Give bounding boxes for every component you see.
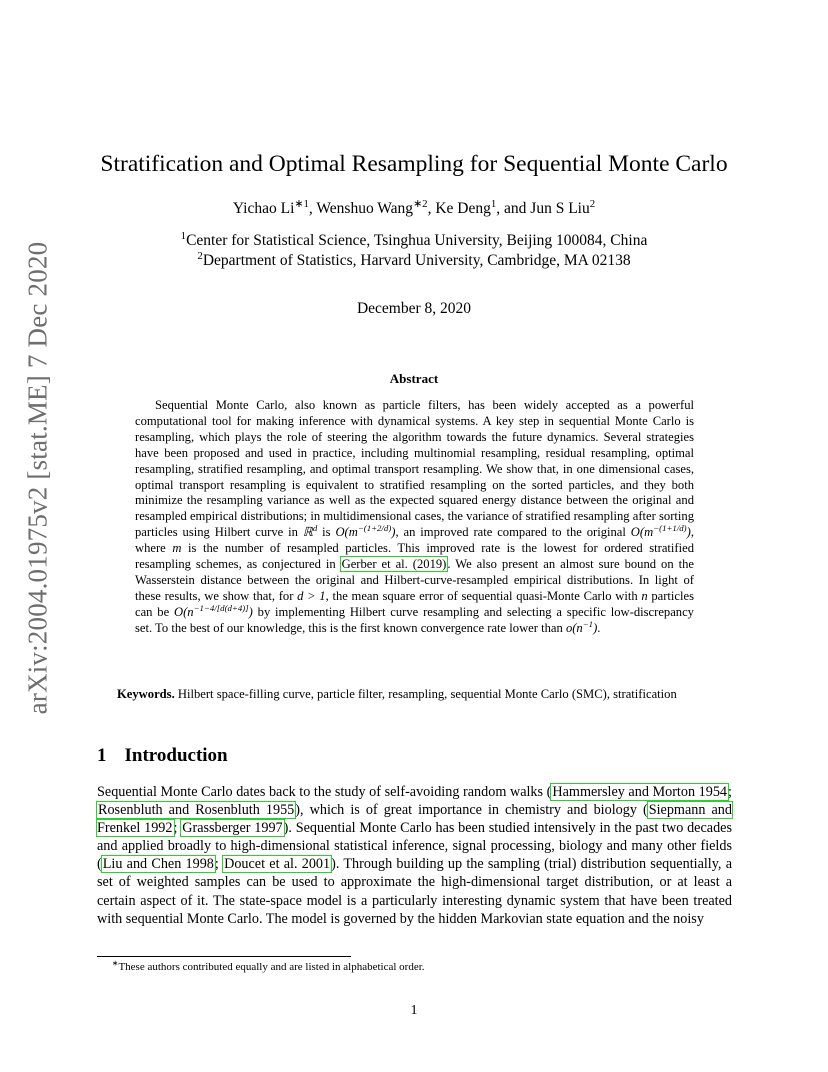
author-name: Wenshuo Wang xyxy=(316,200,414,217)
author-name: Jun S Liu xyxy=(530,200,590,217)
abstract-body xyxy=(135,398,694,637)
abstract-text: by implementing Hilbert curve resampling and selecting a specific low-discrepancy set. To the best of our knowledge, this is the first known convergence rate lower than xyxy=(135,604,694,635)
author-name: Ke Deng xyxy=(435,200,491,217)
math-sup: d xyxy=(312,523,318,534)
abstract-text: . xyxy=(597,620,601,635)
citation-link[interactable]: Grassberger 1997 xyxy=(182,820,283,837)
keywords-label: Keywords. xyxy=(117,687,175,701)
abstract-heading: Abstract xyxy=(389,371,439,386)
math-symbol: ) xyxy=(391,525,396,540)
intro-text: ). Through building up the sampling (trial) distribution sequentially, a set of weighted samples can be used to approximate the high-dimensional target distribution, or at least a certain aspect of it. The state-space model is a particularly interesting dynamic system that have been treated with sequential Monte Carlo. The model is governed by the hidden Markovian state equation and the noisy xyxy=(97,856,732,927)
math-d: d > 1 xyxy=(297,588,326,603)
citation-link[interactable]: Gerber et al. (2019) xyxy=(341,557,447,572)
footnote-mark: ∗ xyxy=(112,958,119,968)
keywords xyxy=(97,686,732,702)
affiliation-text: Department of Statistics, Harvard University, Cambridge, MA 02138 xyxy=(202,252,631,269)
footnote-divider xyxy=(97,956,351,957)
math-rate-bound xyxy=(565,618,598,635)
author-name: Yichao Li xyxy=(232,200,295,217)
math-symbol: ℝ xyxy=(302,525,313,540)
math-symbol: ) xyxy=(686,525,691,540)
math-symbol: o(n xyxy=(565,620,583,635)
introduction-body xyxy=(97,783,732,928)
abstract-text: , an improved rate compared to the original xyxy=(395,525,631,540)
math-sup: −1−4/[d(d+4)] xyxy=(193,602,249,613)
abstract-text: is xyxy=(317,525,336,540)
intro-text: ; xyxy=(728,784,732,800)
math-symbol: ) xyxy=(248,604,253,619)
math-sup: −1 xyxy=(582,618,594,629)
affiliation-mark: 2 xyxy=(197,249,203,262)
author-list xyxy=(0,199,828,219)
math-n: n xyxy=(641,588,648,603)
author-separator: , xyxy=(308,200,317,217)
abstract-text: Sequential Monte Carlo, also known as particle filters, has been widely accepted as a powerful computational tool for making inference with dynamical systems. A key step in sequential Monte Carlo is resampling, which plays the role of steering the algorithm towards the future dynamics. Several strategies have been proposed and used in practice, including multinomial resampling, residual resampling, optimal resampling, stratified resampling, and optimal transport resampling. We show that, in one dimensional cases, optimal transport resampling is equivalent to stratified resampling on the sorted particles, and they both minimize the resampling variance as well as the expected squared energy distance between the original and resampled empirical distributions; in multidimensional cases, the variance of stratified resampling after sorting particles using Hilbert curve in xyxy=(135,398,694,540)
intro-text: ; xyxy=(214,856,224,873)
affiliation-2 xyxy=(0,251,828,271)
math-rate-new xyxy=(335,525,395,539)
page-number: 1 xyxy=(410,1003,418,1018)
intro-text: Sequential Monte Carlo dates back to the study of self-avoiding random walks ( xyxy=(97,784,552,800)
math-rate-sqmc xyxy=(173,602,253,619)
author-separator: , and xyxy=(496,200,531,217)
author-mark: 2 xyxy=(589,197,596,210)
affiliation-1 xyxy=(0,231,828,251)
math-m: m xyxy=(172,541,182,556)
math-sup: −(1+2/d) xyxy=(357,523,392,534)
paper-date: December 8, 2020 xyxy=(356,300,472,317)
affiliation-mark: 1 xyxy=(180,229,187,242)
abstract-text: is the number of resampled particles. This improved rate is the lowest for ordered stratified resampling schemes, as conjectured in xyxy=(135,541,694,572)
abstract-text: , the mean square error of sequential quasi-Monte Carlo with xyxy=(325,588,642,603)
math-symbol: O(m xyxy=(630,525,654,540)
math-rate-old xyxy=(631,525,691,539)
section-title: Introduction xyxy=(124,745,228,766)
author-mark: ∗1 xyxy=(294,197,309,210)
abstract-text: particles can be xyxy=(135,588,694,619)
citation-link[interactable]: Liu and Chen 1998 xyxy=(102,856,214,873)
intro-paragraph xyxy=(97,783,732,928)
citation-link[interactable]: Rosenbluth and Rosenbluth 1955 xyxy=(98,802,295,819)
intro-text: ), which is of great importance in chemistry and biology ( xyxy=(295,802,648,819)
keywords-text: Hilbert space-filling curve, particle filter, resampling, sequential Monte Carlo (SMC), stratification xyxy=(177,687,677,701)
author-separator: , xyxy=(427,200,436,217)
abstract-paragraph xyxy=(135,398,694,637)
math-symbol: ) xyxy=(593,620,598,635)
author-mark: 1 xyxy=(490,197,497,210)
intro-text: ; xyxy=(173,820,182,837)
citation-link[interactable]: Doucet et al. 2001 xyxy=(224,856,331,873)
citation-link[interactable]: Siepmann and Frenkel 1992 xyxy=(97,802,732,837)
section-number: 1 xyxy=(97,745,107,766)
section-heading xyxy=(97,745,228,767)
math-r xyxy=(303,525,317,539)
affiliation-text: Center for Statistical Science, Tsinghua University, Beijing 100084, China xyxy=(186,232,648,249)
math-symbol: O(m xyxy=(335,525,358,540)
citation-link[interactable]: Hammersley and Morton 1954 xyxy=(552,784,728,800)
paper-title: Stratification and Optimal Resampling for Sequential Monte Carlo xyxy=(100,151,728,177)
abstract-text: , where xyxy=(135,525,694,556)
arxiv-identifier-stamp: arXiv:2004.01975v2 [stat.ME] 7 Dec 2020 xyxy=(22,241,53,715)
footnote xyxy=(112,960,425,974)
footnote-text: These authors contributed equally and are listed in alphabetical order. xyxy=(118,961,425,973)
abstract-text: . We also present an almost sure bound on the Wasserstein distance between the original and Hilbert-curve-resampled empirical distributions. In light of these results, we show that, for xyxy=(135,557,694,603)
author-mark: ∗2 xyxy=(413,197,428,210)
math-symbol: O(n xyxy=(173,604,194,619)
math-sup: −(1+1/d) xyxy=(653,523,687,534)
intro-text: ). Sequential Monte Carlo has been studied intensively in the past two decades and applied broadly to high-dimensional statistical inference, signal processing, biology and many other fields ( xyxy=(97,820,732,873)
